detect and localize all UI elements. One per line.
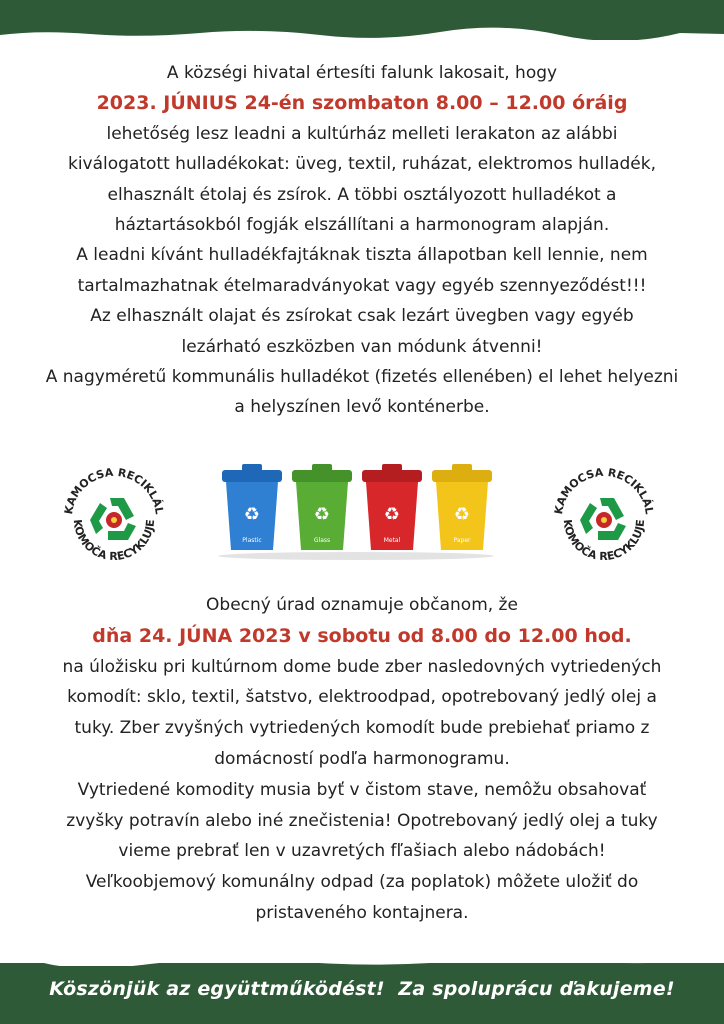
sk-line: Vytriedené komodity musia byť v čistom stave, nemôžu obsahovať [77,779,647,800]
svg-text:KAMOCSA RECIKLÁL [62,466,166,515]
hu-line: a helyszínen levő konténerbe. [234,397,490,418]
recycle-symbol-icon: ♻ [313,504,331,525]
hu-intro: A községi hivatal értesíti falunk lakosait, hogy [166,63,558,83]
recycling-logo-left [58,466,170,566]
bin-plastic [222,464,282,550]
hu-line: tartalmazhatnak ételmaradványokat vagy egyéb szennyeződést!!! [77,275,647,296]
recycling-logo-right [548,466,660,566]
recycle-symbol-icon: ♻ [453,504,471,525]
sk-line: na úložisku pri kultúrnom dome bude zber nasledovných vytriedených [62,656,662,677]
sk-intro: Obecný úrad oznamuje občanom, že [206,595,518,615]
recycle-icon [580,498,626,540]
bin-metal [362,464,422,550]
slovak-notice [0,590,724,929]
recycle-symbol-icon: ♻ [243,504,261,525]
bin-label: Paper [453,537,471,544]
footer-thanks: Köszönjük az együttműködést! Za spoluprácu ďakujeme! [49,978,675,1000]
hu-line: A leadni kívánt hulladékfajtáknak tiszta állapotban kell lennie, nem [76,245,648,266]
svg-text:KAMOCSA RECIKLÁL [552,466,656,515]
logo-text-top: KAMOCSA RECIKLÁL [62,466,166,516]
hu-line: A nagyméretű kommunális hulladékot (fizetés ellenében) el lehet helyezni [45,367,679,388]
bottom-brush-edge [0,956,724,966]
sk-line: komodít: sklo, textil, šatstvo, elektroodpad, opotrebovaný jedlý olej a [67,687,657,708]
sk-line: Veľkoobjemový komunálny odpad (za poplatok) môžete uložiť do [85,872,639,893]
hu-line: lezárható eszközben van módunk átvenni! [181,336,543,357]
hungarian-notice [0,58,724,423]
top-brush-edge [0,27,724,41]
hu-line: Az elhasznált olajat és zsírokat csak lezárt üvegben vagy egyéb [90,306,634,327]
sk-line: vieme prebrať len v uzavretých fľašiach alebo nádobách! [118,841,606,862]
recycle-icon [90,498,136,540]
hu-line: háztartásokból fogják elszállítani a harmonogram alapján. [114,215,610,236]
sk-line: tuky. Zber zvyšných vytriedených komodít bude prebiehať priamo z [74,718,650,739]
hu-line: elhasznált étolaj és zsírok. A többi osztályozott hulladékot a [107,184,617,205]
bin-paper [432,464,492,550]
logo-text-top: KAMOCSA RECIKLÁL [552,466,656,516]
sk-line: pristaveného kontajnera. [255,902,469,923]
sk-line: domácností podľa harmonogramu. [214,748,510,769]
top-decorative-band [0,0,724,40]
bin-glass [292,464,352,550]
bin-label: Plastic [242,537,262,544]
hu-line: kiválogatott hulladékokat: üveg, textil, ruházat, elektromos hulladék, [67,154,656,175]
bin-label: Glass [313,537,331,544]
logo-text-bottom: KOMOČA RECYKLUJE [560,518,648,564]
hu-line: lehetőség lesz leadni a kultúrház melleti lerakaton az alábbi [106,123,618,144]
hu-date-highlight: 2023. JÚNIUS 24-én szombaton 8.00 – 12.00 óráig [96,92,628,115]
recycle-symbol-icon: ♻ [383,504,401,525]
logo-text-bottom: KOMOČA RECYKLUJE [70,518,158,564]
bin-label: Metal [383,537,401,544]
image-row [0,458,724,568]
sk-line: zvyšky potravín alebo iné znečistenia! Opotrebovaný jedlý olej a tuky [66,810,658,831]
sk-date-highlight: dňa 24. JÚNA 2023 v sobotu od 8.00 do 12.00 hod. [92,624,632,647]
recycling-bins-image [214,458,498,568]
